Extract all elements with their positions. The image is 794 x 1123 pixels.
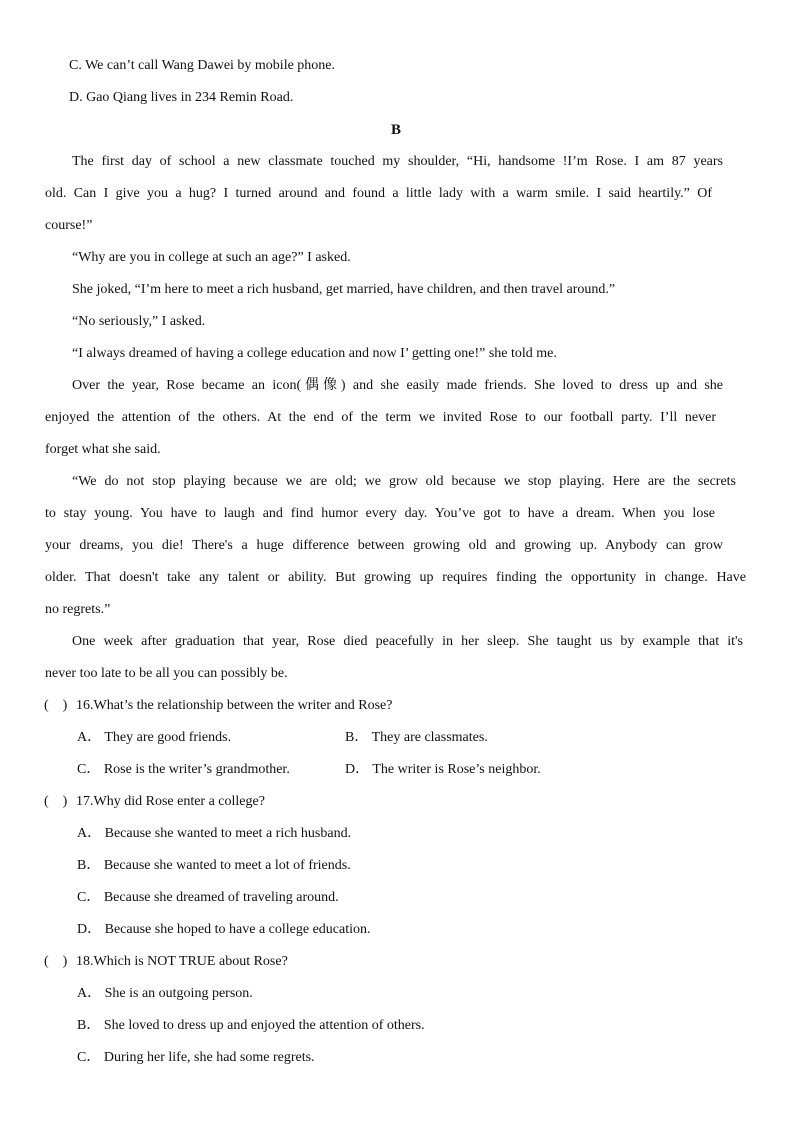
q16-option-b: B． They are classmates. bbox=[345, 730, 488, 745]
passage-p1-line2: old. Can I give you a hug? I turned around and found a little lady with a warm smile. I said heartily.” Of bbox=[45, 186, 712, 201]
question-18-stem: 18.Which is NOT TRUE about Rose? bbox=[76, 954, 288, 969]
q18-option-c: C． During her life, she had some regrets. bbox=[77, 1050, 315, 1065]
passage-p4: “No seriously,” I asked. bbox=[72, 314, 206, 329]
passage-p7-line2: to stay young. You have to laugh and find humor every day. You’ve got to have a dream. When you lose bbox=[45, 506, 715, 521]
answer-blank-q16[interactable]: ( ) bbox=[44, 698, 68, 713]
passage-p8-line2: never too late to be all you can possibly be. bbox=[45, 666, 288, 681]
passage-p7-line4: older. That doesn't take any talent or ability. But growing up requires finding the opportunity in change. Have bbox=[45, 570, 746, 585]
q17-option-b: B． Because she wanted to meet a lot of friends. bbox=[77, 858, 351, 873]
passage-p8-line1: One week after graduation that year, Rose died peacefully in her sleep. She taught us by example that it's bbox=[72, 634, 743, 649]
q17-option-c: C． Because she dreamed of traveling around. bbox=[77, 890, 339, 905]
passage-p7-line5: no regrets.” bbox=[45, 602, 111, 617]
passage-p1-line3: course!” bbox=[45, 218, 93, 233]
passage-p6-line1: Over the year, Rose became an icon(偶像) and she easily made friends. She loved to dress up and she bbox=[72, 378, 723, 393]
passage-p1-line1: The first day of school a new classmate touched my shoulder, “Hi, handsome !I’m Rose. I am 87 years bbox=[72, 154, 723, 169]
passage-p7-line1: “We do not stop playing because we are old; we grow old because we stop playing. Here are the secrets bbox=[72, 474, 736, 489]
q16-option-d: D． The writer is Rose’s neighbor. bbox=[345, 762, 541, 777]
passage-p5: “I always dreamed of having a college education and now I’ getting one!” she told me. bbox=[72, 346, 557, 361]
prev-option-c: C. We can’t call Wang Dawei by mobile phone. bbox=[69, 58, 336, 73]
q18-option-b: B． She loved to dress up and enjoyed the attention of others. bbox=[77, 1018, 425, 1033]
passage-p6-line3: forget what she said. bbox=[45, 442, 161, 457]
q16-option-a: A． They are good friends. bbox=[77, 730, 232, 745]
q18-option-a: A． She is an outgoing person. bbox=[77, 986, 253, 1001]
question-17-stem: 17.Why did Rose enter a college? bbox=[76, 794, 265, 809]
q16-option-c: C． Rose is the writer’s grandmother. bbox=[77, 762, 290, 777]
passage-p7-line3: your dreams, you die! There's a huge difference between growing old and growing up. Anybody can grow bbox=[45, 538, 723, 553]
section-title: B bbox=[391, 122, 402, 138]
answer-blank-q18[interactable]: ( ) bbox=[44, 954, 68, 969]
question-16-stem: 16.What’s the relationship between the writer and Rose? bbox=[76, 698, 393, 713]
q17-option-a: A． Because she wanted to meet a rich husband. bbox=[77, 826, 352, 841]
q17-option-d: D． Because she hoped to have a college education. bbox=[77, 922, 371, 937]
prev-option-d: D. Gao Qiang lives in 234 Remin Road. bbox=[69, 90, 294, 105]
passage-p2: “Why are you in college at such an age?” I asked. bbox=[72, 250, 351, 265]
passage-p6-line2: enjoyed the attention of the others. At the end of the term we invited Rose to our football party. I’ll never bbox=[45, 410, 716, 425]
passage-p3: She joked, “I’m here to meet a rich husband, get married, have children, and then travel around.” bbox=[72, 282, 616, 297]
answer-blank-q17[interactable]: ( ) bbox=[44, 794, 68, 809]
